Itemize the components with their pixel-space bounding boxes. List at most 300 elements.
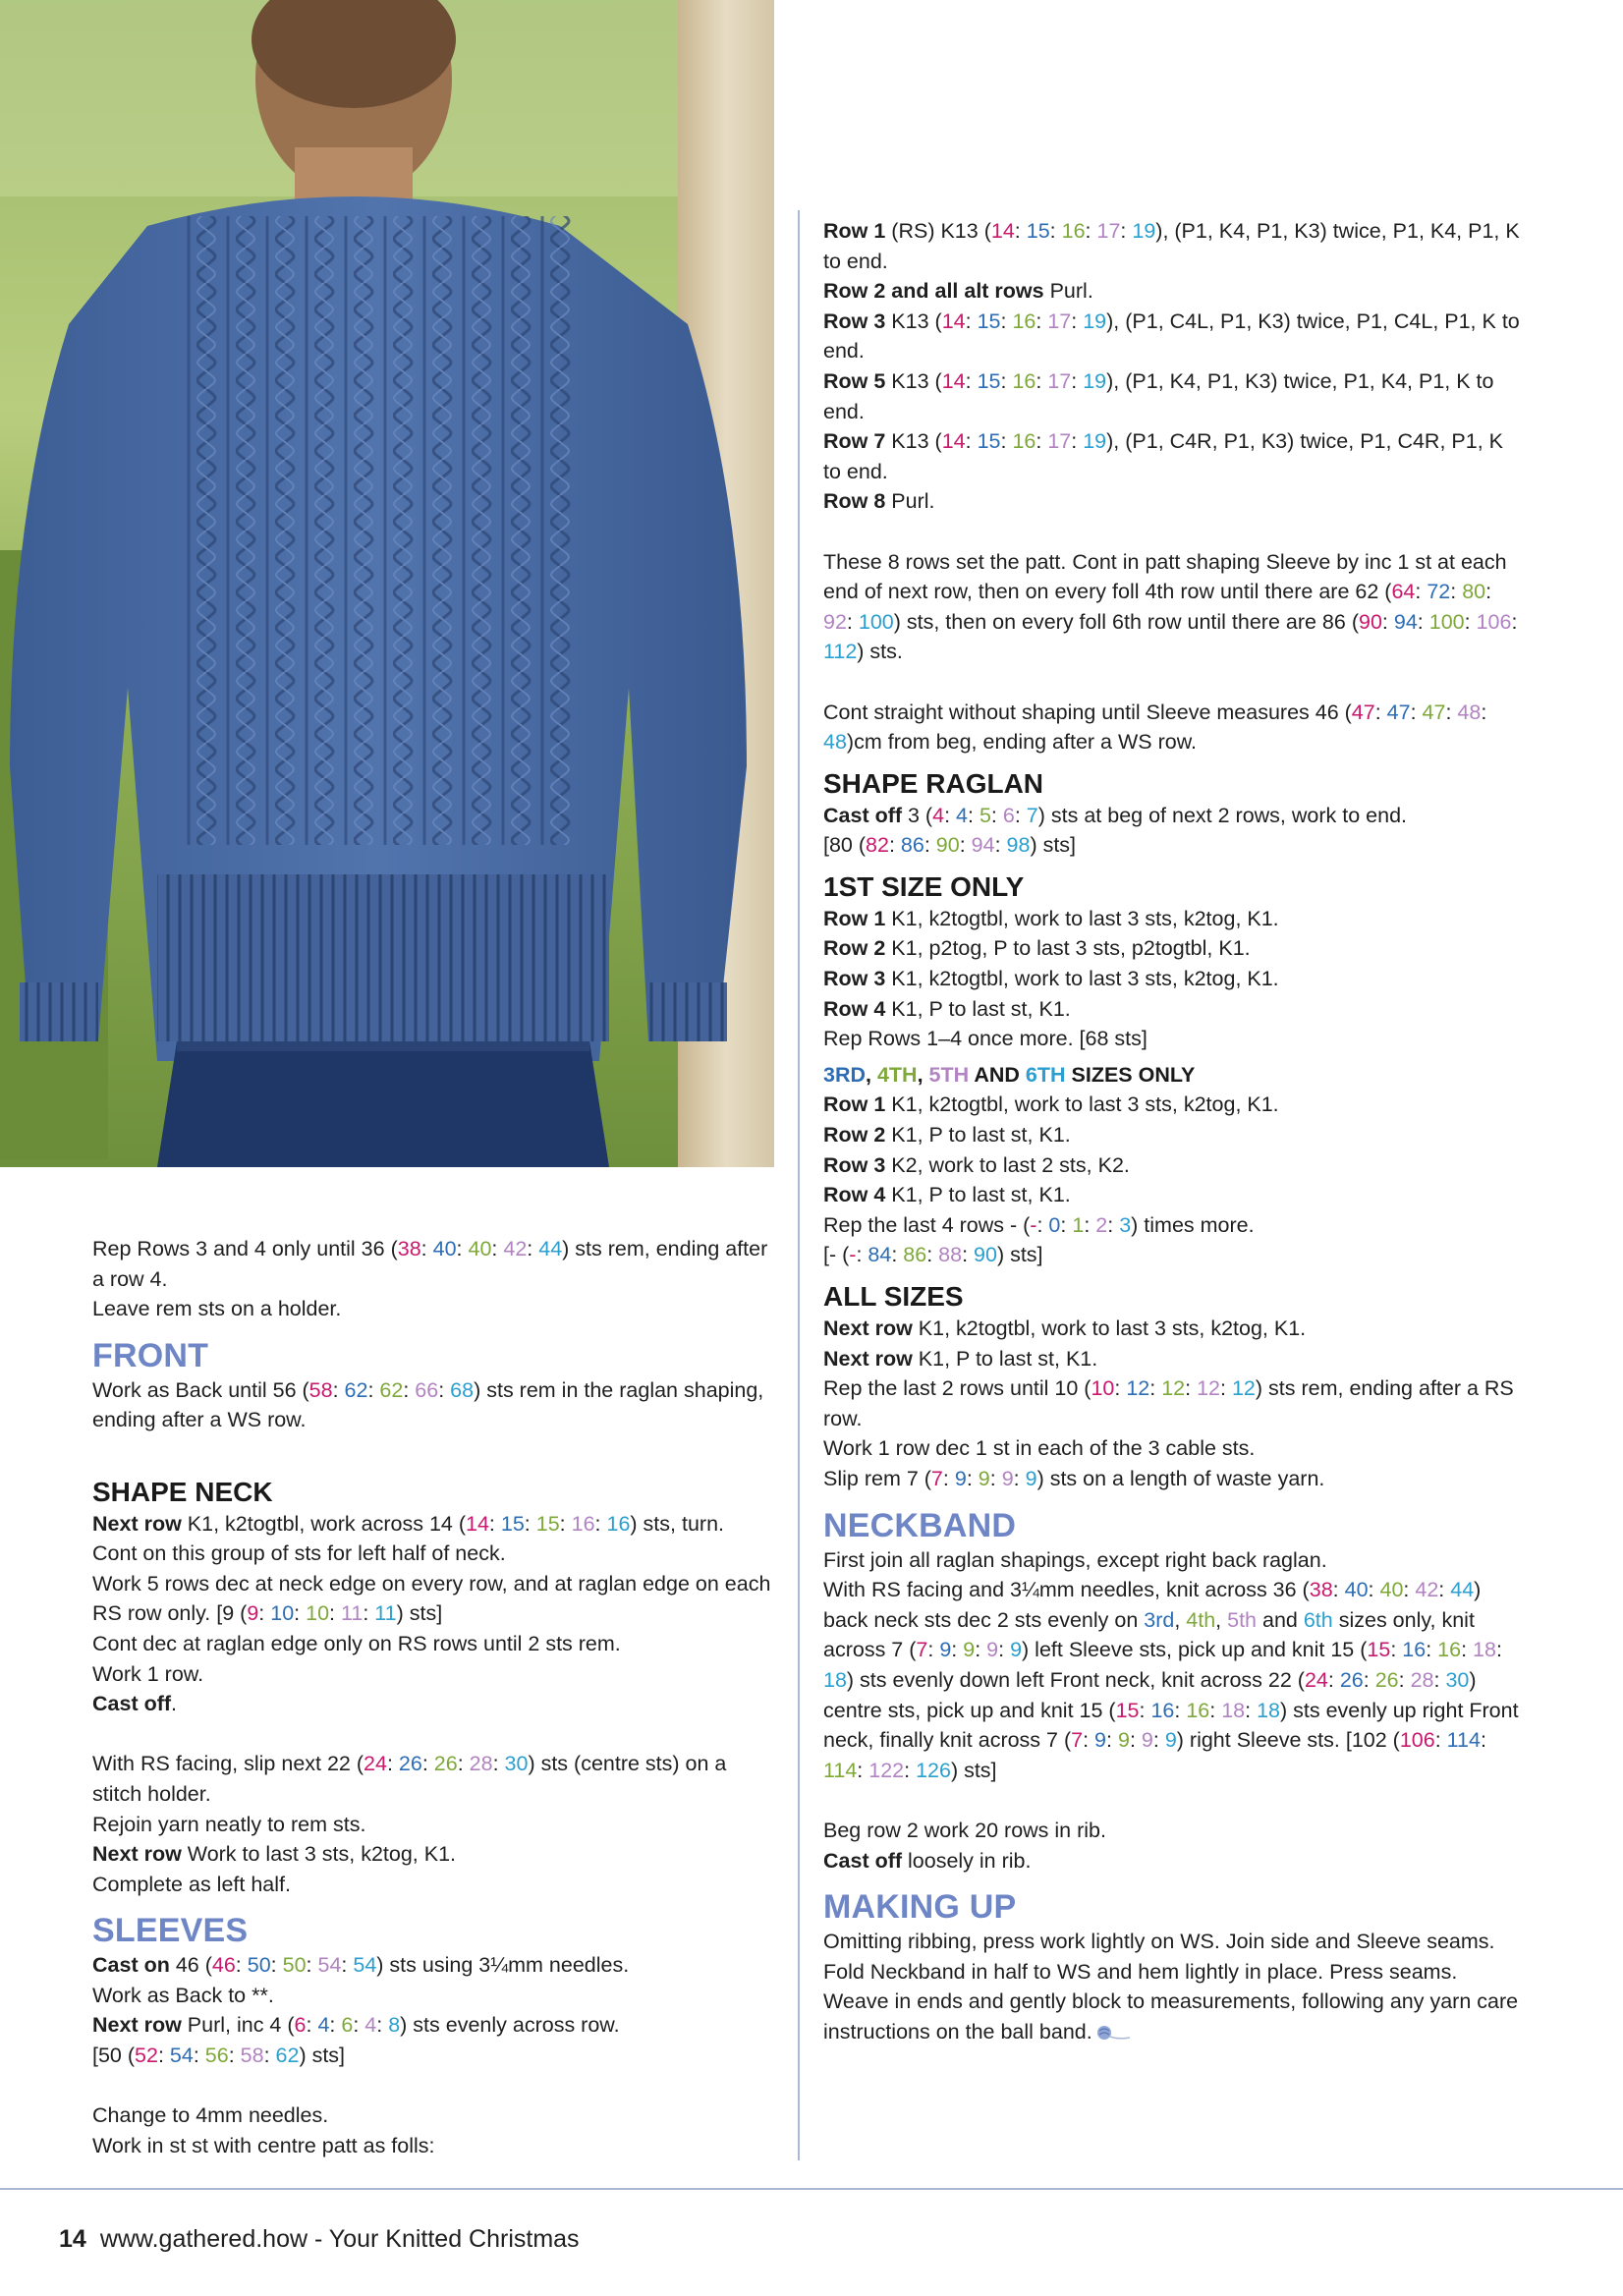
text-run: : <box>1107 1212 1120 1237</box>
instruction-paragraph <box>92 1659 780 1690</box>
bold-label: Next row <box>92 1842 182 1867</box>
size-value: 16 <box>1402 1638 1427 1662</box>
text-run: : <box>491 1237 504 1260</box>
size-value: 16 <box>1012 368 1036 393</box>
size-value: 9 <box>1117 1728 1130 1753</box>
size-value: 15 <box>500 1511 525 1536</box>
text-run: With RS facing and 3¼mm needles, knit across 36 ( <box>823 1578 1310 1602</box>
instruction-paragraph <box>92 1294 780 1324</box>
size-value: 42 <box>1415 1578 1439 1602</box>
size-value: 14 <box>941 368 966 393</box>
text-run: Work 1 row dec 1 st in each of the 3 cable sts. <box>823 1436 1256 1461</box>
size-value: 19 <box>1083 308 1107 333</box>
size-value: 98 <box>1006 833 1031 858</box>
text-run: , <box>917 1062 929 1087</box>
instruction-paragraph <box>823 1120 1523 1150</box>
size-value: 28 <box>1410 1667 1434 1692</box>
paragraph-gap <box>823 517 1523 547</box>
page-number: 14 <box>59 2225 86 2253</box>
size-value: - <box>849 1243 857 1267</box>
size-value: 44 <box>1450 1578 1475 1602</box>
size-value: 54 <box>169 2044 194 2068</box>
bold-label: Row 4 <box>823 996 886 1021</box>
text-run: : <box>1245 1698 1258 1722</box>
paragraph-gap <box>823 1785 1523 1816</box>
paragraph-gap <box>92 1719 780 1750</box>
text-run: ), (P1, C4L, P1, K3) twice, P1, C4L, P1, K to end. <box>823 308 1520 364</box>
size-value: 9 <box>1025 1466 1037 1490</box>
size-value: 16 <box>606 1511 631 1536</box>
bold-label: Row 3 <box>823 1152 886 1177</box>
size-value: 7 <box>916 1638 928 1662</box>
size-value: 38 <box>397 1237 421 1260</box>
size-value: 4TH <box>876 1062 918 1087</box>
size-value: 6th <box>1303 1607 1333 1632</box>
text-run: : <box>1035 429 1048 454</box>
instruction-paragraph <box>92 1629 780 1659</box>
instruction-paragraph <box>92 2010 780 2041</box>
size-value: 114 <box>823 1758 858 1782</box>
instruction-paragraph <box>823 276 1523 307</box>
size-value: 12 <box>1231 1376 1256 1401</box>
text-run: : <box>1071 308 1084 333</box>
text-run: : <box>1000 368 1013 393</box>
text-run: : <box>1000 429 1013 454</box>
size-value: 84 <box>867 1243 892 1267</box>
size-value: 14 <box>941 429 966 454</box>
text-run: : <box>965 308 978 333</box>
size-value: 7 <box>1071 1728 1084 1753</box>
size-value: 72 <box>1427 580 1451 604</box>
size-value: 6 <box>341 2013 354 2038</box>
text-run: Rep the last 4 rows - ( <box>823 1212 1031 1237</box>
instruction-paragraph <box>823 1373 1523 1433</box>
size-value: 90 <box>1358 609 1382 634</box>
text-run: Complete as left half. <box>92 1872 291 1896</box>
text-run: : <box>975 1638 987 1662</box>
size-value: 18 <box>1473 1638 1496 1662</box>
size-value: 50 <box>247 1953 271 1978</box>
instruction-paragraph <box>823 486 1523 517</box>
size-value: 10 <box>1091 1376 1115 1401</box>
paragraph-gap <box>92 2071 780 2101</box>
instruction-paragraph <box>92 1810 780 1840</box>
bold-label: Row 3 <box>823 308 886 333</box>
instruction-paragraph <box>823 698 1523 757</box>
text-run: : <box>1481 700 1487 724</box>
size-value: 122 <box>868 1758 905 1782</box>
bold-label: Row 2 <box>823 1123 886 1148</box>
text-run: : <box>193 2044 205 2068</box>
size-value: 14 <box>466 1511 489 1536</box>
size-value: 112 <box>823 640 858 664</box>
text-run: : <box>1035 308 1048 333</box>
column-divider <box>798 210 800 2160</box>
size-value: 106 <box>1399 1728 1435 1753</box>
size-value: 9 <box>978 1466 990 1490</box>
text-run: : <box>1071 429 1084 454</box>
text-run: Work in st st with centre patt as folls: <box>92 2133 435 2157</box>
text-run: : <box>1000 308 1013 333</box>
text-run: Slip rem 7 ( <box>823 1466 931 1490</box>
instruction-paragraph <box>92 2041 780 2071</box>
size-value: 9 <box>963 1638 976 1662</box>
size-value: 9 <box>954 1466 967 1490</box>
text-run: : <box>891 1243 904 1267</box>
page-footer <box>59 2224 580 2254</box>
text-run: : <box>1381 609 1394 634</box>
text-run: Work as Back until 56 ( <box>92 1377 309 1402</box>
text-run: ) sts. <box>857 640 903 664</box>
text-run: : <box>1332 1578 1345 1602</box>
text-run: : <box>1220 1376 1232 1401</box>
text-run: K1, P to last st, K1. <box>885 996 1071 1021</box>
instruction-paragraph <box>823 1180 1523 1210</box>
text-run: : <box>306 2013 318 2038</box>
size-value: 40 <box>432 1237 457 1260</box>
text-run: : <box>990 803 1003 827</box>
text-run: : <box>968 803 979 827</box>
text-run: : <box>263 2044 276 2068</box>
size-value: 40 <box>1379 1578 1404 1602</box>
size-value: 9 <box>1010 1638 1023 1662</box>
text-run: : <box>559 1511 572 1536</box>
size-value: 90 <box>974 1243 997 1267</box>
bold-label: Next row <box>92 1511 182 1536</box>
bold-label: Cast off <box>823 1848 903 1873</box>
bold-label: Row 7 <box>823 429 886 454</box>
text-run: Cont straight without shaping until Sleeve measures 46 ( <box>823 700 1352 724</box>
bold-label: Next row <box>823 1346 913 1371</box>
text-run: : <box>1084 1212 1096 1237</box>
text-run: , <box>1215 1607 1228 1632</box>
size-value: 6 <box>294 2013 307 2038</box>
text-run: : <box>1035 368 1048 393</box>
text-run: ) sts (centre sts) on a stitch holder. <box>92 1752 727 1806</box>
size-value: 15 <box>535 1511 560 1536</box>
text-run: : <box>1426 1638 1438 1662</box>
instruction-paragraph <box>823 1846 1523 1876</box>
size-value: 30 <box>504 1752 529 1776</box>
text-run: : <box>1403 1578 1416 1602</box>
text-run: : <box>1415 580 1427 604</box>
text-run: ), (P1, K4, P1, K3) twice, P1, K4, P1, K to end. <box>823 368 1494 423</box>
instruction-paragraph <box>823 1344 1523 1374</box>
size-value: 19 <box>1083 429 1107 454</box>
size-value: 6 <box>1002 803 1015 827</box>
bold-label: Row 1 <box>823 906 886 930</box>
text-run: : <box>1049 219 1062 243</box>
text-run: : <box>1511 609 1518 634</box>
size-value: 11 <box>341 1601 364 1626</box>
text-run: : <box>888 833 901 858</box>
text-run: K1, p2tog, P to last 3 sts, p2togtbl, K1. <box>885 936 1251 961</box>
text-run: ) sts evenly across row. <box>400 2013 620 2038</box>
size-value: 16 <box>571 1511 595 1536</box>
size-value: 58 <box>240 2044 264 2068</box>
text-run: : <box>857 1758 869 1782</box>
size-value: 4th <box>1186 1607 1216 1632</box>
section-heading: MAKING UP <box>823 1888 1017 1927</box>
size-value: 100 <box>858 609 894 634</box>
size-value: 15 <box>1367 1638 1391 1662</box>
instruction-paragraph <box>823 1150 1523 1181</box>
text-run: : <box>944 803 957 827</box>
size-value: 26 <box>1374 1667 1399 1692</box>
size-value: 114 <box>1446 1728 1481 1753</box>
text-run: : <box>1327 1667 1340 1692</box>
size-value: 5TH <box>928 1062 970 1087</box>
instruction-paragraph <box>823 216 1523 276</box>
text-run: K1, k2togtbl, work to last 3 sts, k2tog, K1. <box>912 1316 1307 1340</box>
text-run: Purl. <box>885 489 935 514</box>
size-value: 2 <box>1095 1212 1108 1237</box>
text-run: : <box>965 368 978 393</box>
text-run: : <box>1083 1728 1095 1753</box>
text-run: : <box>1014 803 1027 827</box>
text-run: : <box>1495 1638 1502 1662</box>
instruction-paragraph <box>823 1024 1523 1054</box>
size-value: 62 <box>275 2044 300 2068</box>
text-run: ) sts on a length of waste yarn. <box>1036 1466 1325 1490</box>
section-heading: NECKBAND <box>823 1506 1017 1544</box>
bold-label: Row 8 <box>823 489 886 514</box>
text-run: : <box>492 1752 505 1776</box>
text-run: Cont dec at raglan edge only on RS rows until 2 sts rem. <box>92 1631 621 1655</box>
text-run: Cont on this group of sts for left half of neck. <box>92 1541 506 1566</box>
size-value: 19 <box>1083 368 1107 393</box>
size-value: 62 <box>344 1377 368 1402</box>
text-run: )cm from beg, ending after a WS row. <box>846 730 1198 755</box>
text-run: (RS) K13 ( <box>885 219 991 243</box>
text-run: ) sts evenly up right Front neck, finally knit across 7 ( <box>823 1698 1519 1753</box>
size-value: 6TH <box>1025 1062 1066 1087</box>
instruction-paragraph <box>92 1981 780 2011</box>
text-run: ) right Sleeve sts. [102 ( <box>1176 1728 1400 1753</box>
size-value: 18 <box>1257 1698 1280 1722</box>
text-run: [- ( <box>823 1243 850 1267</box>
size-value: 4 <box>932 803 945 827</box>
size-value: 9 <box>1141 1728 1153 1753</box>
size-value: 16 <box>1061 219 1086 243</box>
text-run: : <box>1013 1466 1026 1490</box>
text-run: sizes only, knit across 7 ( <box>823 1607 1475 1662</box>
size-value: 40 <box>468 1237 492 1260</box>
text-run: : <box>270 1953 283 1978</box>
size-value: 42 <box>503 1237 528 1260</box>
text-run: : <box>1374 700 1387 724</box>
size-value: 7 <box>930 1466 943 1490</box>
text-run: : <box>1480 1728 1486 1753</box>
text-run: : <box>1174 1698 1187 1722</box>
text-run: : <box>341 1953 354 1978</box>
text-run: : <box>1071 368 1084 393</box>
text-run: K13 ( <box>885 308 942 333</box>
bold-label: Next row <box>92 2013 182 2038</box>
text-run: : <box>951 1638 964 1662</box>
size-value: 9 <box>939 1638 952 1662</box>
text-run: K13 ( <box>885 368 942 393</box>
size-value: 10 <box>306 1601 330 1626</box>
instruction-paragraph <box>823 426 1523 486</box>
size-value: 88 <box>938 1243 963 1267</box>
size-value: 3RD <box>823 1062 867 1087</box>
text-run: : <box>926 1243 939 1267</box>
text-run: : <box>965 429 978 454</box>
text-run: AND <box>969 1062 1026 1087</box>
text-run: : <box>1398 1667 1411 1692</box>
bold-label: Row 2 <box>823 936 886 961</box>
size-value: 30 <box>1445 1667 1470 1692</box>
paragraph-gap <box>92 1435 780 1466</box>
bold-label: Row 5 <box>823 368 886 393</box>
size-value: 82 <box>866 833 889 858</box>
size-value: 66 <box>415 1377 439 1402</box>
text-run: Work 5 rows dec at neck edge on every row, and at raglan edge on each RS row only. [9 ( <box>92 1571 771 1626</box>
size-value: 44 <box>538 1237 563 1260</box>
text-run: [80 ( <box>823 833 867 858</box>
size-value: 46 <box>211 1953 236 1978</box>
size-value: 16 <box>1437 1638 1462 1662</box>
size-value: 5 <box>979 803 991 827</box>
text-run: : <box>456 1237 469 1260</box>
size-value: 92 <box>823 609 847 634</box>
size-value: 9 <box>247 1601 259 1626</box>
size-value: 100 <box>1428 609 1465 634</box>
size-value: 14 <box>941 308 966 333</box>
text-run: : <box>1438 1578 1451 1602</box>
text-run: Leave rem sts on a holder. <box>92 1297 342 1321</box>
text-run: : <box>594 1511 607 1536</box>
size-value: - <box>1030 1212 1037 1237</box>
bold-label: Row 3 <box>823 967 886 991</box>
text-run: : <box>294 1601 307 1626</box>
text-run: : <box>1461 1638 1474 1662</box>
size-value: 19 <box>1132 219 1156 243</box>
text-run: : <box>1129 1728 1142 1753</box>
bold-label: Row 4 <box>823 1183 886 1207</box>
size-value: 47 <box>1422 700 1446 724</box>
size-value: 12 <box>1197 1376 1221 1401</box>
text-run: SIZES ONLY <box>1065 1062 1196 1087</box>
bold-label: Cast on <box>92 1953 170 1978</box>
instruction-paragraph <box>92 2100 780 2131</box>
size-value: 54 <box>317 1953 342 1978</box>
size-value: 14 <box>990 219 1015 243</box>
text-run: First join all raglan shapings, except right back raglan. <box>823 1547 1327 1572</box>
instruction-paragraph <box>823 933 1523 964</box>
text-run: : <box>1417 609 1429 634</box>
size-value: 64 <box>1391 580 1416 604</box>
instruction-paragraph <box>823 994 1523 1025</box>
text-run: : <box>353 2013 365 2038</box>
text-run: ) sts rem, ending after a RS row. <box>823 1376 1514 1430</box>
text-run: : <box>376 2013 389 2038</box>
text-run: Beg row 2 work 20 rows in rib. <box>823 1818 1106 1842</box>
text-run: ) sts rem in the raglan shaping, ending after a WS row. <box>92 1377 764 1432</box>
size-value: 94 <box>1393 609 1418 634</box>
size-value: 16 <box>1150 1698 1175 1722</box>
instruction-paragraph <box>92 1569 780 1629</box>
text-run: . <box>171 1692 178 1716</box>
instruction-paragraph <box>823 801 1523 831</box>
size-value: 15 <box>977 308 1001 333</box>
instruction-paragraph <box>823 1545 1523 1576</box>
size-value: 7 <box>1026 803 1038 827</box>
text-run: : <box>1450 580 1463 604</box>
section-heading: SHAPE RAGLAN <box>823 767 1044 799</box>
text-run: : <box>421 1752 434 1776</box>
text-run: : <box>1139 1698 1151 1722</box>
text-run: : <box>966 1466 979 1490</box>
instruction-paragraph <box>823 904 1523 934</box>
text-run: K1, k2togtbl, work to last 3 sts, k2tog, K1. <box>885 1092 1279 1117</box>
text-run: : <box>329 2013 342 2038</box>
text-run: : <box>989 1466 1002 1490</box>
text-run: : <box>258 1601 271 1626</box>
bold-label: Cast off <box>823 803 903 827</box>
size-value: 4 <box>956 803 968 827</box>
text-run: K2, work to last 2 sts, K2. <box>885 1152 1130 1177</box>
text-run: ) times more. <box>1131 1212 1255 1237</box>
bold-label: Cast off <box>92 1692 172 1716</box>
text-run: 46 ( <box>169 1953 212 1978</box>
text-run: : <box>157 2044 170 2068</box>
instruction-paragraph <box>823 1927 1523 2046</box>
instruction-paragraph <box>92 2131 780 2161</box>
instruction-paragraph <box>92 1539 780 1569</box>
size-value: 80 <box>1462 580 1486 604</box>
text-run: K1, k2togtbl, work to last 3 sts, k2tog, K1. <box>885 967 1279 991</box>
text-run: : <box>228 2044 241 2068</box>
text-run: : <box>1185 1376 1198 1401</box>
text-run: ) sts at beg of next 2 rows, work to end. <box>1037 803 1407 827</box>
text-run: : <box>329 1601 341 1626</box>
text-run: ) sts, then on every foll 6th row until there are 86 ( <box>893 609 1359 634</box>
size-value: 18 <box>1221 1698 1246 1722</box>
text-run: : <box>1114 1376 1127 1401</box>
text-run: ) sts] <box>996 1243 1043 1267</box>
size-value: 40 <box>1344 1578 1369 1602</box>
section-heading: SHAPE NECK <box>92 1476 273 1507</box>
instruction-paragraph <box>823 1210 1523 1241</box>
text-run: : <box>1014 219 1027 243</box>
text-run: : <box>1060 1212 1073 1237</box>
size-value: 50 <box>282 1953 307 1978</box>
size-value: 48 <box>1457 700 1482 724</box>
size-value: 4 <box>317 2013 330 2038</box>
text-run: : <box>994 833 1007 858</box>
section-heading: 1ST SIZE ONLY <box>823 870 1025 902</box>
footer-divider <box>0 2188 1623 2190</box>
size-value: 24 <box>1304 1667 1328 1692</box>
text-run: : <box>1120 219 1133 243</box>
text-run: Work to last 3 sts, k2tog, K1. <box>181 1842 457 1867</box>
instruction-paragraph <box>823 366 1523 426</box>
text-run: : <box>420 1237 433 1260</box>
text-run: ), (P1, C4R, P1, K3) twice, P1, C4R, P1, K to end. <box>823 429 1503 483</box>
text-run: , <box>866 1062 877 1087</box>
text-run: ) sts] <box>396 1601 443 1626</box>
text-run: Work as Back to **. <box>92 1983 274 2007</box>
right-column <box>823 216 1523 2046</box>
instruction-paragraph <box>823 1314 1523 1344</box>
text-run: : <box>403 1377 416 1402</box>
size-value: 56 <box>204 2044 229 2068</box>
text-run: : <box>1368 1578 1380 1602</box>
text-run: K1, k2togtbl, work across 14 ( <box>181 1511 466 1536</box>
size-value: 12 <box>1161 1376 1186 1401</box>
